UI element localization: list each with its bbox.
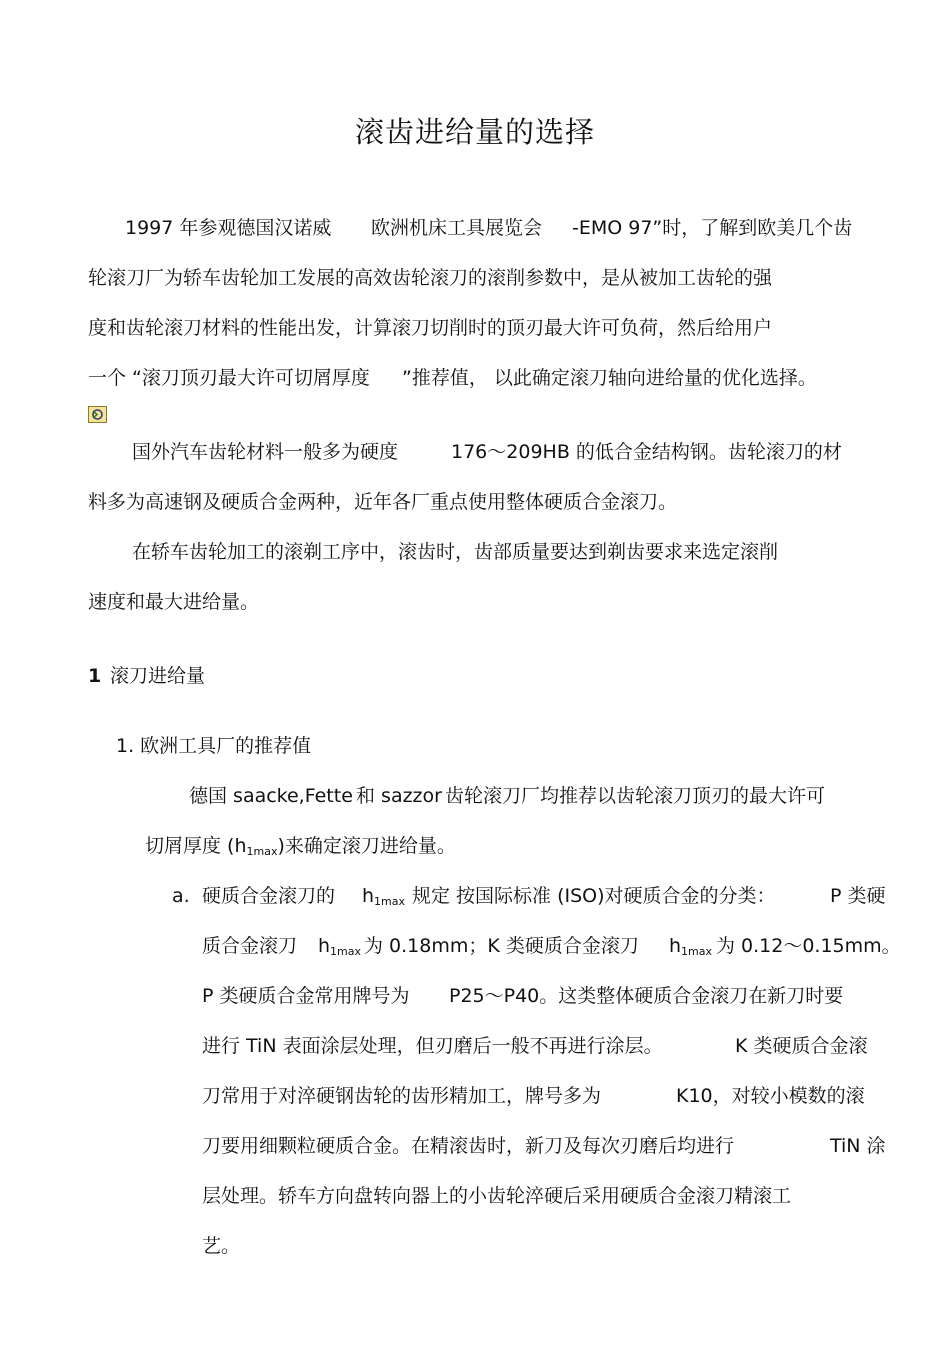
- para4-line2b: )来确定滚刀进给量。: [277, 835, 456, 857]
- para1-line2: 轮滚刀厂为轿车齿轮加工发展的高效齿轮滚刀的滚削参数中，是从被加工齿轮的强: [88, 267, 773, 289]
- embedded-object-icon[interactable]: [88, 406, 107, 423]
- item-a-line8: 艺。: [202, 1235, 241, 1257]
- subsection-label: 1. 欧洲工具厂的推荐值: [116, 735, 312, 757]
- item-a-line1d: P 类硬: [830, 885, 886, 907]
- para4-line1b: 和 sazzor: [356, 785, 442, 807]
- para1-line4b: ”推荐值， 以此确定滚刀轴向进给量的优化选择。: [402, 367, 817, 389]
- item-a-line1c: 规定 按国际标准 (ISO)对硬质合金的分类：: [412, 885, 776, 907]
- item-a-line3b: P25～P40。这类整体硬质合金滚刀在新刀时要: [449, 985, 844, 1007]
- para1-line1c: -EMO 97”时，了解到欧美几个齿: [572, 217, 853, 239]
- item-a-line2b-h: h: [318, 935, 331, 957]
- para2-line1a: 国外汽车齿轮材料一般多为硬度: [132, 441, 399, 463]
- item-a-marker: a.: [172, 885, 190, 907]
- item-a-line2d: [669, 934, 712, 964]
- para3-line1: 在轿车齿轮加工的滚剃工序中，滚齿时，齿部质量要达到剃齿要求来选定滚削: [132, 541, 779, 563]
- item-a-line2-subscript1: 1max: [330, 945, 362, 958]
- item-a-line4b: K 类硬质合金滚: [735, 1035, 868, 1057]
- item-a-line7: 层处理。轿车方向盘转向器上的小齿轮淬硬后采用硬质合金滚刀精滚工: [202, 1185, 792, 1207]
- item-a-line2d-h: h: [669, 935, 682, 957]
- para2-line2: 料多为高速钢及硬质合金两种，近年各厂重点使用整体硬质合金滚刀。: [88, 491, 678, 513]
- para4-line2: [145, 834, 456, 864]
- item-a-line5b: K10，对较小模数的滚: [676, 1085, 865, 1107]
- para2-line1b: 176～209HB 的低合金结构钢。齿轮滚刀的材: [451, 441, 842, 463]
- item-a-line6b: TiN 涂: [830, 1135, 886, 1157]
- para4-line2a: 切屑厚度 (h: [145, 835, 247, 857]
- item-a-line2a: 质合金滚刀: [202, 935, 298, 957]
- section-number: 1: [88, 665, 102, 687]
- item-a-line3a: P 类硬质合金常用牌号为: [202, 985, 410, 1007]
- item-a-line1b: [362, 884, 405, 914]
- item-a-line4a: 进行 TiN 表面涂层处理，但刃磨后一般不再进行涂层。: [202, 1035, 663, 1057]
- para1-line1b: 欧洲机床工具展览会: [371, 217, 543, 239]
- item-a-line2e: 为 0.12～0.15mm。: [716, 935, 901, 957]
- para3-line2: 速度和最大进给量。: [88, 591, 260, 613]
- item-a-line2c: 为 0.18mm；K 类硬质合金滚刀: [364, 935, 639, 957]
- page-title: 滚齿进给量的选择: [354, 115, 595, 149]
- para1-line4a: 一个 “滚刀顶刃最大许可切屑厚度: [88, 367, 370, 389]
- para4-line1a: 德国 saacke,Fette: [189, 785, 353, 807]
- item-a-line1b-h: h: [362, 885, 375, 907]
- item-a-line2b: [318, 934, 361, 964]
- item-a-line2-subscript2: 1max: [681, 945, 713, 958]
- para4-line1c: 齿轮滚刀厂均推荐以齿轮滚刀顶刃的最大许可: [445, 785, 826, 807]
- item-a-line5a: 刀常用于对淬硬钢齿轮的齿形精加工，牌号多为: [202, 1085, 602, 1107]
- item-a-line1-subscript: 1max: [374, 895, 406, 908]
- para1-line1a: 1997 年参观德国汉诺威: [125, 217, 332, 239]
- item-a-line6a: 刀要用细颗粒硬质合金。在精滚齿时，新刀及每次刃磨后均进行: [202, 1135, 735, 1157]
- para1-line3: 度和齿轮滚刀材料的性能出发，计算滚刀切削时的顶刃最大许可负荷，然后给用户: [88, 317, 773, 339]
- section-heading: 滚刀进给量: [110, 665, 206, 687]
- item-a-line1a: 硬质合金滚刀的: [202, 885, 336, 907]
- para4-line2-subscript: 1max: [246, 845, 278, 858]
